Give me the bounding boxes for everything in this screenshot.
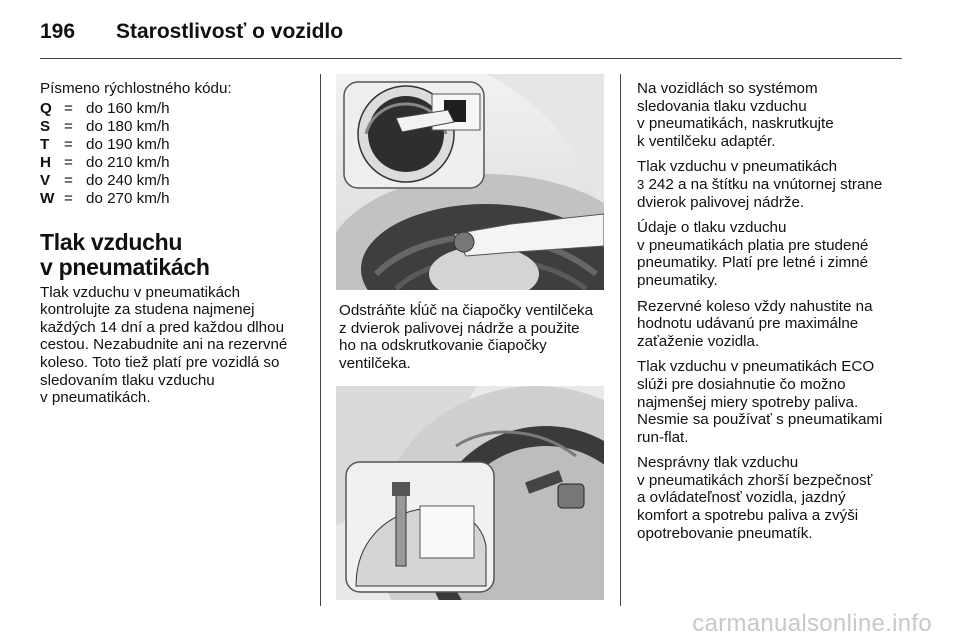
text-line: dvierok palivovej nádrže. [637, 193, 805, 211]
watermark: carmanualsonline.info [692, 610, 932, 637]
speed-code-row [40, 154, 310, 172]
text-line: a ovládateľnosť vozidla, jazdný [637, 489, 846, 507]
speed-eq: = [64, 153, 73, 171]
fuel-door-key-illustration [336, 74, 604, 290]
speed-eq: = [64, 117, 73, 135]
speed-code-row [40, 118, 310, 136]
valve-cap-illustration [336, 386, 604, 600]
text-line: k ventilčeku adaptér. [637, 132, 776, 150]
text-line: kontrolujte za studena najmenej [40, 301, 255, 319]
text-line: pneumatiky. [637, 271, 718, 289]
tire-pressure-intro [40, 284, 310, 407]
text-line: Odstráňte kĺúč na čiapočky ventilčeka [339, 302, 594, 319]
speed-code: Q [40, 99, 52, 117]
speed-code-row [40, 190, 310, 208]
speed-eq: = [64, 171, 73, 189]
text-line: hodnotu udávanú pre maximálne [637, 315, 859, 333]
speed-value: do 210 km/h [86, 153, 170, 171]
text-line: zaťaženie vozidla. [637, 332, 760, 350]
speed-value: do 180 km/h [86, 117, 170, 135]
text-line: pneumatiky. Platí pre letné i zimné [637, 254, 869, 272]
paragraph-tpms-adapter [637, 80, 905, 150]
header-rule [40, 58, 902, 59]
paragraph-eco-pressure [637, 358, 905, 446]
illustration-caption [339, 302, 611, 372]
paragraph-spare-wheel [637, 298, 905, 351]
valve-cap-drawing [336, 386, 604, 600]
speed-value: do 270 km/h [86, 189, 170, 207]
paragraph-pressure-reference [637, 158, 905, 211]
left-column [40, 80, 310, 407]
speed-intro: Písmeno rýchlostného kódu: [40, 80, 232, 97]
text-line: sledovaním tlaku vzduchu [40, 371, 215, 389]
text-line: Tlak vzduchu v pneumatikách [40, 283, 241, 301]
page-number: 196 [40, 20, 76, 43]
text-line: Nesprávny tlak vzduchu [637, 454, 799, 472]
speed-code-row [40, 136, 310, 154]
section-heading [40, 230, 310, 280]
text-line: run-flat. [637, 428, 689, 446]
column-divider [320, 74, 321, 606]
text-line: opotrebovanie pneumatík. [637, 524, 813, 542]
speed-code-list [40, 100, 310, 208]
page-title: Starostlivosť o vozidlo [116, 20, 344, 43]
speed-code: V [40, 171, 51, 189]
text-line: 242 a na štítku na vnútornej strane [644, 175, 883, 193]
speed-code: H [40, 153, 51, 171]
speed-eq: = [64, 135, 73, 153]
text-line: Údaje o tlaku vzduchu [637, 219, 787, 237]
column-divider [620, 74, 621, 606]
page-reference-arrow-icon: 3 [637, 176, 645, 192]
text-line: Nesmie sa používať s pneumatikami [637, 411, 883, 429]
right-column [637, 80, 905, 550]
text-line: komfort a spotrebu paliva a zvýši [637, 507, 859, 525]
speed-code: T [40, 135, 50, 153]
speed-eq: = [64, 189, 73, 207]
text-line: Tlak vzduchu v pneumatikách [637, 158, 838, 176]
text-line: ho na odskrutkovanie čiapočky [339, 337, 547, 355]
text-line: z dvierok palivovej nádrže a použite [339, 319, 580, 337]
text-line: v pneumatikách. [40, 389, 151, 407]
speed-code: W [40, 189, 55, 207]
text-line: v pneumatikách, naskrutkujte [637, 115, 834, 133]
speed-code: S [40, 117, 51, 135]
text-line: Na vozidlách so systémom [637, 80, 818, 97]
text-line: cestou. Nezabudnite ani na rezervné [40, 336, 288, 354]
speed-eq: = [64, 99, 73, 117]
text-line: Tlak vzduchu v pneumatikách ECO [637, 358, 875, 376]
speed-value: do 160 km/h [86, 99, 170, 117]
speed-value: do 240 km/h [86, 171, 170, 189]
speed-code-row [40, 172, 310, 190]
paragraph-cold-tyres [637, 219, 905, 289]
section-heading-line: Tlak vzduchu [40, 228, 183, 255]
fuel-door-key-drawing [336, 74, 604, 290]
text-line: Rezervné koleso vždy nahustite na [637, 297, 873, 315]
speed-code-row [40, 100, 310, 118]
section-heading-line: v pneumatikách [40, 253, 210, 280]
text-line: sledovania tlaku vzduchu [637, 97, 807, 115]
text-line: ventilčeka. [339, 354, 411, 372]
text-line: každých 14 dní a pred každou dlhou [40, 318, 285, 336]
text-line: v pneumatikách platia pre studené [637, 236, 869, 254]
paragraph-incorrect-pressure [637, 454, 905, 542]
speed-value: do 190 km/h [86, 135, 170, 153]
text-line: najmenšej miery spotreby paliva. [637, 393, 859, 411]
text-line: koleso. Toto tiež platí pre vozidlá so [40, 353, 280, 371]
text-line: v pneumatikách zhorší bezpečnosť [637, 471, 873, 489]
text-line: slúži pre dosiahnutie čo možno [637, 375, 846, 393]
